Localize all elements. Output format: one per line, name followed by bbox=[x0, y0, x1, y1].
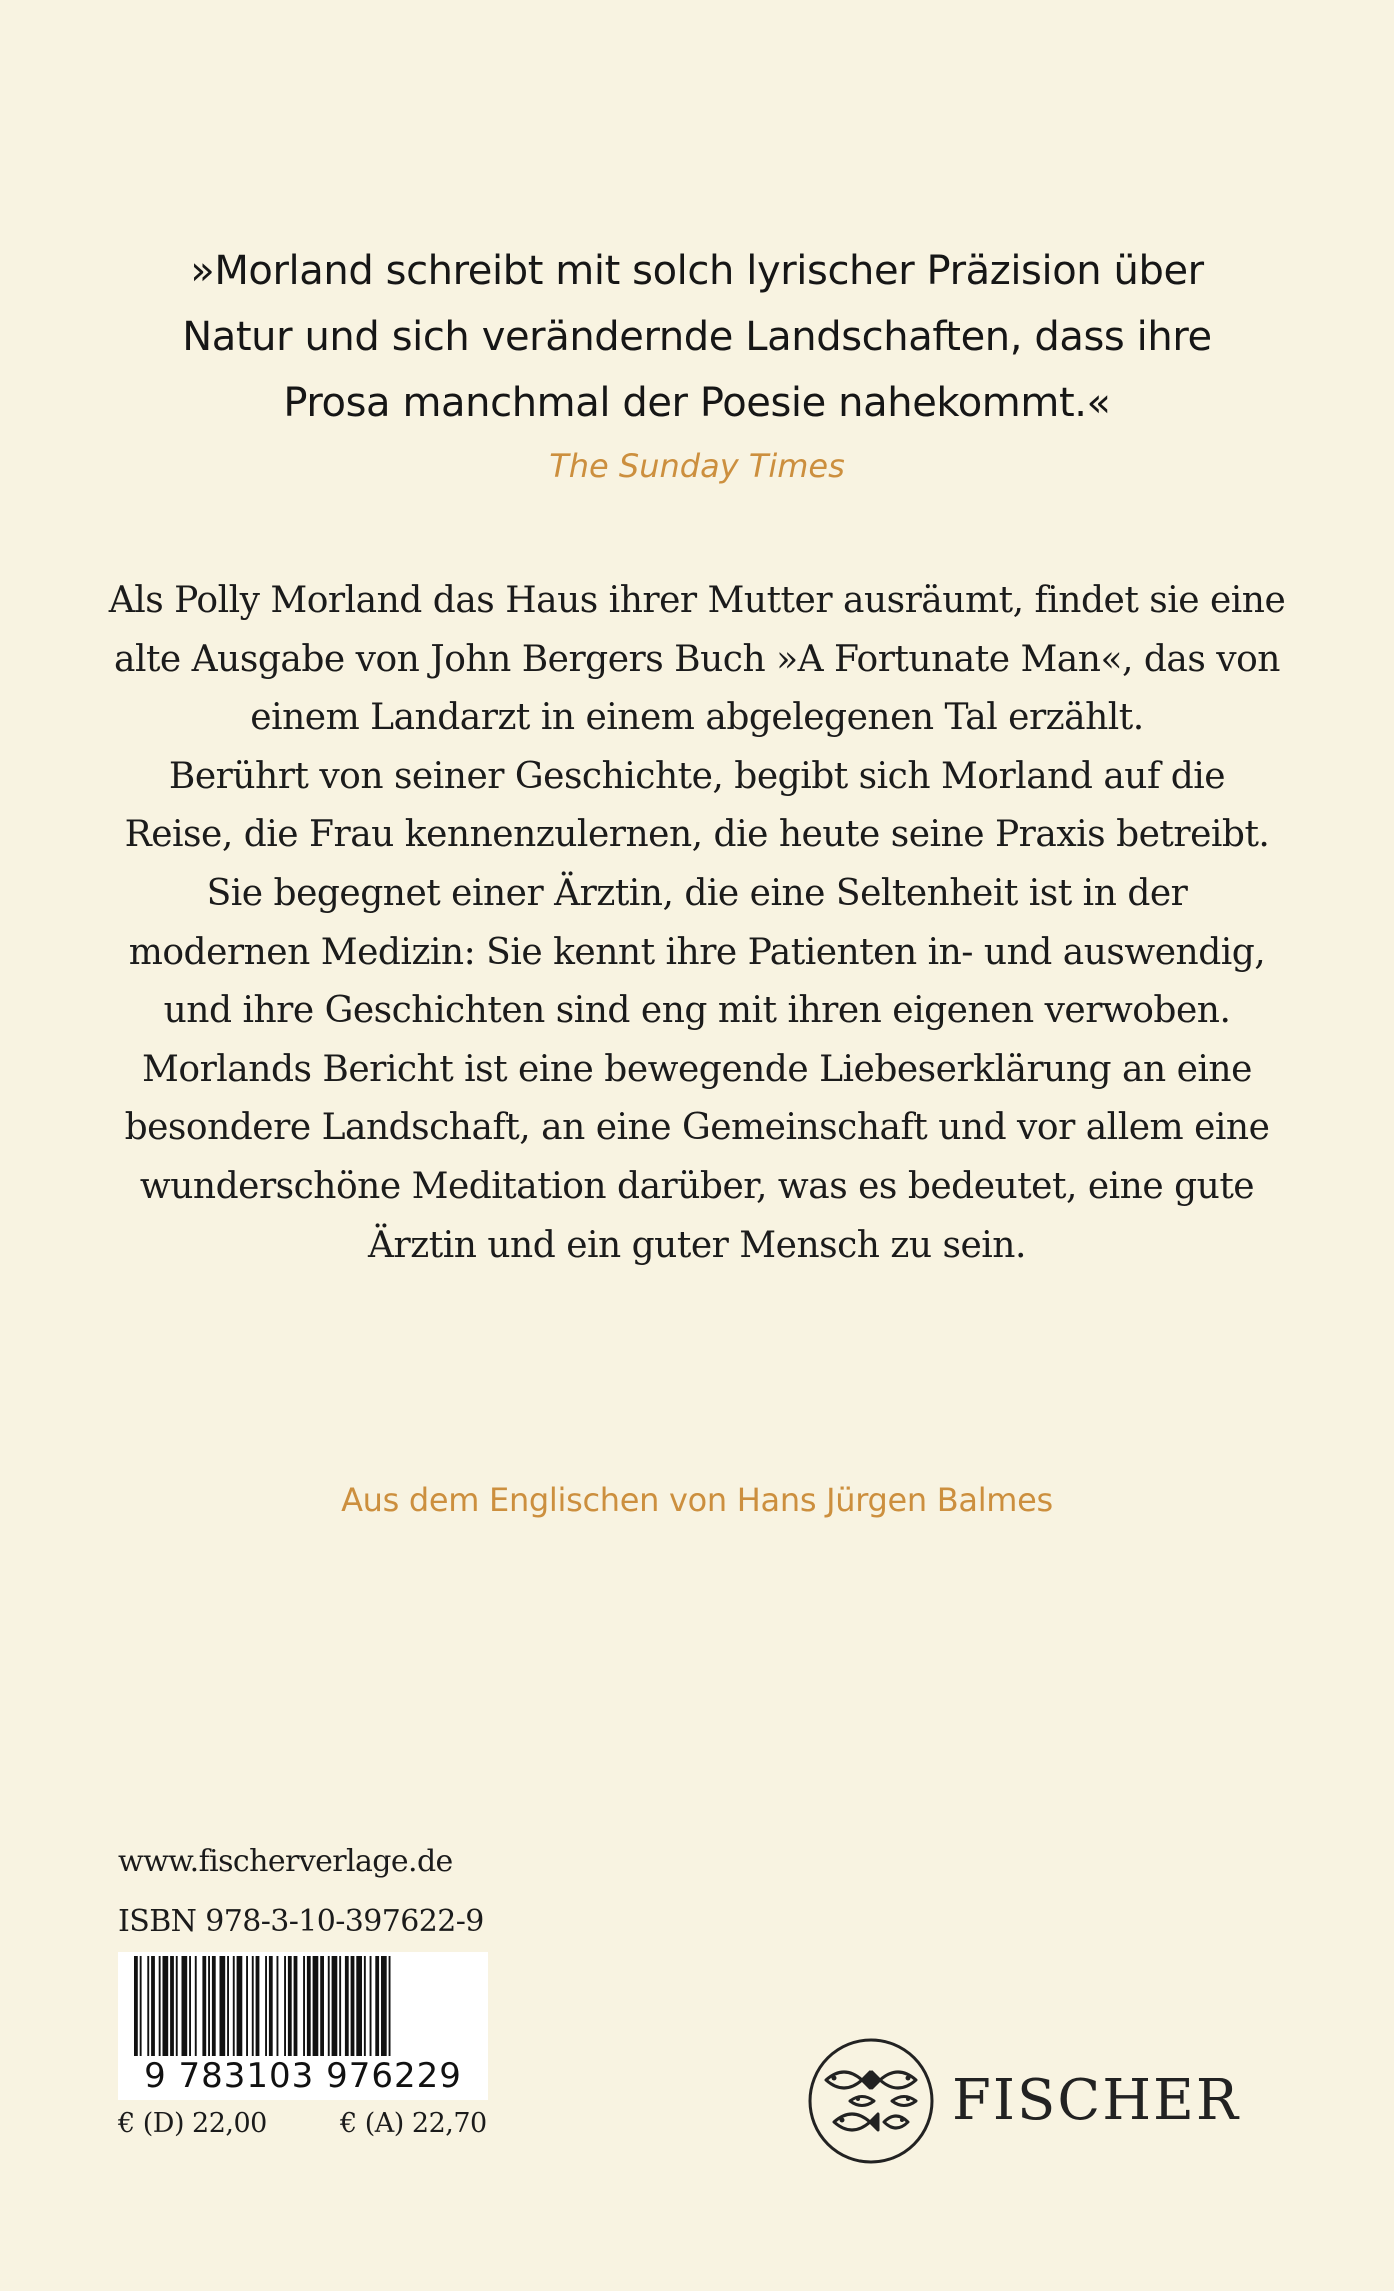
barcode-bar bbox=[328, 1956, 330, 2056]
barcode-bar bbox=[294, 1956, 298, 2056]
blurb-line: modernen Medizin: Sie kennt ihre Patienten in- und auswendig, bbox=[128, 931, 1266, 973]
blurb-line: Sie begegnet einer Ärztin, die eine Seltenheit ist in der bbox=[206, 872, 1188, 914]
barcode-bar bbox=[269, 1956, 273, 2056]
blurb-line: besondere Landschaft, an eine Gemeinschaft und vor allem eine bbox=[124, 1107, 1270, 1149]
fischer-fish-logo-icon bbox=[806, 2036, 936, 2166]
barcode-bar bbox=[202, 1956, 206, 2056]
barcode-bar bbox=[364, 1956, 366, 2056]
barcode-bar bbox=[189, 1956, 191, 2056]
quote-line: Prosa manchmal der Poesie nahekommt.« bbox=[283, 380, 1111, 426]
barcode-digits: 9 783103 976229 bbox=[144, 2056, 462, 2096]
blurb-line: Reise, die Frau kennenzulernen, die heute seine Praxis betreibt. bbox=[124, 814, 1270, 856]
barcode-bar bbox=[320, 1956, 324, 2056]
quote-line: »Morland schreibt mit solch lyrischer Präzision über bbox=[190, 248, 1204, 294]
blurb-line: alte Ausgabe von John Bergers Buch »A Fortunate Man«, das von bbox=[113, 638, 1280, 680]
blurb-line: und ihre Geschichten sind eng mit ihren eigenen verwoben. bbox=[163, 990, 1231, 1032]
barcode-bar bbox=[356, 1956, 362, 2056]
price-austria: € (A) 22,70 bbox=[340, 2108, 487, 2139]
barcode-bar bbox=[233, 1956, 235, 2056]
barcode-bar bbox=[151, 1956, 155, 2056]
barcode-bar bbox=[182, 1956, 188, 2056]
publisher-website: www.fischerverlage.de bbox=[118, 1844, 453, 1879]
barcode-bar bbox=[284, 1956, 286, 2056]
blurb-line: Ärztin und ein guter Mensch zu sein. bbox=[368, 1224, 1026, 1266]
blurb-line: wunderschöne Meditation darüber, was es bedeutet, eine gute bbox=[139, 1165, 1255, 1207]
barcode-bar bbox=[307, 1956, 311, 2056]
barcode-bar bbox=[332, 1956, 338, 2056]
barcode-bar bbox=[176, 1956, 178, 2056]
barcode-bar bbox=[140, 1956, 142, 2056]
barcode-bar bbox=[252, 1956, 254, 2056]
barcode-bar bbox=[170, 1956, 174, 2056]
blurb-line: Berührt von seiner Geschichte, begibt sich Morland auf die bbox=[168, 755, 1226, 797]
blurb-line: Morlands Bericht ist eine bewegende Liebeserklärung an eine bbox=[142, 1048, 1252, 1090]
barcode-bar bbox=[389, 1956, 391, 2056]
barcode-bar bbox=[256, 1956, 260, 2056]
barcode-bar bbox=[159, 1956, 161, 2056]
review-quote bbox=[0, 238, 1394, 436]
blurb-line: Als Polly Morland das Haus ihrer Mutter ausräumt, findet sie eine bbox=[108, 580, 1286, 621]
barcode-bar bbox=[195, 1956, 197, 2056]
quote-source: The Sunday Times bbox=[549, 447, 845, 485]
barcode-bar bbox=[339, 1956, 341, 2056]
barcode-bar bbox=[147, 1956, 149, 2056]
barcode-bars-icon bbox=[128, 1956, 478, 2056]
barcode-bar bbox=[163, 1956, 169, 2056]
isbn-number: ISBN 978-3-10-397622-9 bbox=[118, 1904, 484, 1939]
barcode-bar bbox=[237, 1956, 243, 2056]
price-germany: € (D) 22,00 bbox=[118, 2108, 267, 2139]
quote-line: Natur und sich verändernde Landschaften, dass ihre bbox=[182, 314, 1212, 360]
barcode-bar bbox=[134, 1956, 138, 2056]
barcode-bar bbox=[277, 1956, 279, 2056]
barcode-bar bbox=[212, 1956, 216, 2056]
barcode-bar bbox=[345, 1956, 349, 2056]
publisher-name: FISCHER bbox=[952, 2068, 1241, 2133]
barcode-bar bbox=[370, 1956, 372, 2056]
book-blurb bbox=[0, 572, 1394, 1275]
barcode-bar bbox=[303, 1956, 305, 2056]
barcode-bar bbox=[227, 1956, 229, 2056]
barcode-bar bbox=[265, 1956, 267, 2056]
barcode-bar bbox=[220, 1956, 226, 2056]
barcode-bar bbox=[246, 1956, 248, 2056]
translator-credit: Aus dem Englischen von Hans Jürgen Balmes bbox=[341, 1481, 1053, 1519]
barcode-bar bbox=[208, 1956, 210, 2056]
barcode-bar bbox=[288, 1956, 292, 2056]
barcode-bar bbox=[381, 1956, 387, 2056]
barcode-bar bbox=[313, 1956, 319, 2056]
barcode bbox=[118, 1952, 488, 2100]
blurb-line: einem Landarzt in einem abgelegenen Tal erzählt. bbox=[250, 697, 1144, 739]
barcode-bar bbox=[351, 1956, 355, 2056]
barcode-bar bbox=[375, 1956, 379, 2056]
